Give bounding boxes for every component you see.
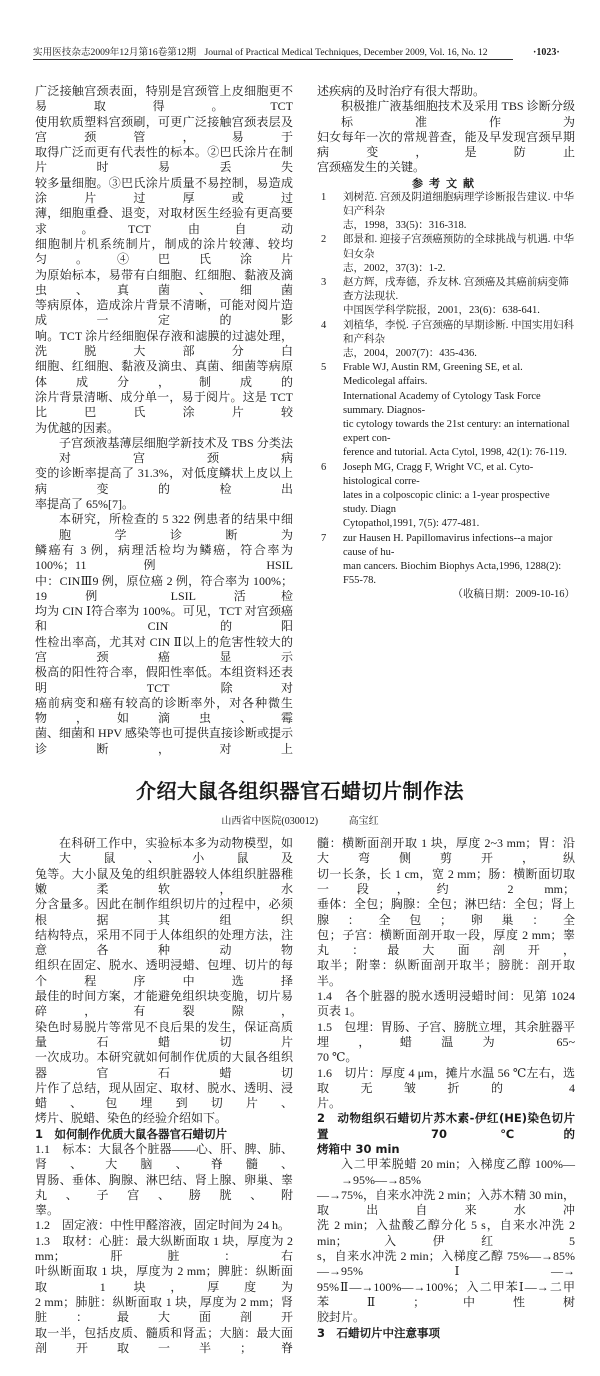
section-heading	[317, 1111, 575, 1157]
text-line: 涂片背景清晰、成分单一，易于阅片。这是 TCT 比巴氏涂片较	[35, 389, 293, 420]
text-line: 妇女每年一次的常规普查，能及早发现宫颈早期病变，是防止	[317, 129, 575, 160]
text-line: 1.5 包埋：胃肠、子宫、膀胱立埋，其余脏器平埋，蜡温为 65~	[317, 1019, 575, 1049]
reference-text-line: International Academy of Cytology Task Force summary. Diagnos-	[343, 390, 541, 416]
text-line: 癌前病变和癌有较高的诊断率外，对各种微生物，如滴虫、霉	[35, 695, 293, 726]
paragraph	[35, 836, 293, 1127]
paragraph	[317, 836, 575, 989]
paragraph	[35, 512, 293, 757]
journal-title-cn: 实用医技杂志2009年12月第16卷第12期	[33, 47, 197, 58]
text-line: 烤箱中 30 min	[317, 1142, 400, 1156]
text-line: 细胞制片机系统制片，制成的涂片较薄、较均匀。④巴氏涂片	[35, 236, 293, 267]
text-line: 片作了总结，现从固定、取材、脱水、透明、浸蜡、包埋到切片、	[35, 1080, 293, 1111]
article-right-column	[317, 836, 575, 1356]
reference-text-line: Frable WJ, Austin RM, Greening SE, et al. Medicolegal affairs.	[343, 362, 523, 388]
paragraph	[35, 1142, 293, 1218]
text-line: 述疾病的及时治疗有很大帮助。	[317, 84, 486, 98]
reference-text-line: 刘植华，李悦. 子宫颈癌的早期诊断. 中国实用妇科和产科杂	[343, 319, 574, 345]
reference-text-line: 志，2002，37(3)：1-2.	[343, 262, 446, 274]
text-line: 染色时易脱片等常见不良后果的发生，保证高质量石蜡切片	[35, 1019, 293, 1049]
author: 高宝红	[348, 816, 379, 828]
text-line: 95%Ⅱ—→100%—→100%；入二甲苯Ⅰ—→二甲苯Ⅱ；中性树	[317, 1279, 575, 1309]
text-line: s，自来水冲洗 2 min；入梯度乙醇 75%—→85%—→95%Ⅰ—→	[317, 1249, 575, 1279]
running-header	[33, 47, 513, 60]
text-line: 最佳的时间方案，才能避免组织块变脆，切片易碎，有裂隙，	[35, 989, 293, 1019]
previous-article-right-column	[317, 84, 575, 757]
paragraph	[35, 436, 293, 512]
text-line: 取一半，包括皮质、髓质和肾盂；大脑：最大面剖开取一半；脊	[35, 1325, 293, 1355]
text-line: 本研究，所检查的 5 322 例患者的结果中细胞学诊断为	[59, 512, 293, 542]
paragraph	[317, 989, 575, 1020]
reference-number: 2	[321, 234, 327, 246]
text-line: 率提高了 65%[7]。	[35, 497, 134, 512]
reference-number: 5	[321, 362, 327, 374]
text-line: 胶封片。	[317, 1310, 366, 1325]
reference-text-line: zur Hausen H. Papillomavirus infections--a major cause of hu-	[343, 532, 553, 558]
text-line: 细胞、红细胞、黏液及滴虫、真菌、细菌等病原体成分，制成的	[35, 359, 293, 389]
text-line: 胃肠、垂体、胸腺、淋巴结、肾上腺、卵巢、睾丸、子宫、膀胱、附	[35, 1172, 293, 1202]
paragraph	[35, 1218, 293, 1233]
text-line: 中：CINⅢ9 例，原位癌 2 例，符合率为 100%；19 例 LSIL 活检	[35, 573, 293, 603]
text-line: 1.4 各个脏器的脱水透明浸蜡时间：见第 1024 页表 1。	[317, 989, 575, 1019]
text-line: 1.1 标本：大鼠各个脏器——心、肝、脾、肺、肾、大脑、脊髓、	[35, 1142, 293, 1172]
paragraph	[317, 84, 575, 99]
received-date: （收稿日期：2009-10-16）	[452, 589, 575, 601]
text-line: 响。TCT 涂片经细胞保存液和滤膜的过滤处理，洗脱大部分白	[35, 328, 293, 359]
reference-number: 1	[321, 191, 327, 203]
reference-text-line: Cytopathol,1991, 7(5): 477-481.	[343, 518, 480, 530]
paragraph	[317, 1157, 575, 1325]
text-line: 为优越的因素。	[35, 420, 120, 435]
section-heading	[35, 1127, 293, 1142]
references-list	[317, 191, 575, 603]
text-line: 较多量细胞。③巴氏涂片质量不易控制，易造成涂片过厚或过	[35, 175, 293, 206]
text-line: 菌、细菌和 HPV 感染等也可提供直接诊断或提示诊断，对上	[35, 726, 293, 756]
paragraph	[317, 1020, 575, 1066]
previous-article-left-column	[35, 84, 293, 757]
text-line: 1.3 取材：心脏：最大纵断面取 1 块，厚度为 2 mm；肝脏：右	[35, 1233, 293, 1264]
reference-item	[317, 361, 575, 460]
text-line: 叶纵断面取 1 块，厚度为 2 mm；脾脏：纵断面取 1 块，厚度为	[35, 1264, 293, 1294]
reference-number: 3	[321, 277, 327, 288]
reference-number: 4	[321, 319, 327, 331]
paragraph	[35, 84, 293, 436]
text-line: 2 动物组织石蜡切片苏木素-伊红(HE)染色切片置 70 ℃的	[317, 1111, 575, 1141]
text-line: 为原始标本，易带有白细胞、红细胞、黏液及滴虫、真菌、细菌	[35, 267, 293, 297]
reference-item	[317, 276, 575, 319]
article-left-column	[35, 836, 293, 1356]
reference-text-line: ference and tutorial. Acta Cytol, 1998, 42(1): 76-119.	[343, 447, 567, 459]
text-line: 入二甲苯脱蜡 20 min；入梯度乙醇 100%—→95%—→85%	[341, 1157, 575, 1187]
byline	[0, 805, 600, 828]
text-line: 烤片、脱蜡、染色的经验介绍如下。	[35, 1111, 228, 1126]
reference-item	[317, 191, 575, 234]
text-line: 在科研工作中，实验标本多为动物模型，如大鼠、小鼠及	[59, 836, 293, 866]
text-line: 性检出率高，尤其对 CIN Ⅱ以上的危害性较大的宫颈癌显示	[35, 634, 293, 664]
text-line: 片。	[317, 1096, 342, 1111]
text-line: 组织在固定、脱水、透明浸蜡、包埋、切片的每个程序中选择	[35, 958, 293, 988]
affiliation: 山西省中医院(030012)	[221, 816, 319, 828]
reference-item	[317, 532, 575, 589]
text-line: 极高的阳性符合率，假阳性率低。本组资料还表明 TCT 除对	[35, 665, 293, 695]
text-line: 变的诊断率提高了 31.3%，对低度鳞状上皮以上病变的检出	[35, 466, 293, 496]
text-line: 1.6 切片：厚度 4 μm，摊片水温 56 ℃左右，选取无皱折的 4	[317, 1065, 575, 1095]
reference-text-line: 刘树范. 宫颈及阴道细胞病理学诊断报告建议. 中华妇产科杂	[343, 191, 574, 217]
text-line: 包；子宫：横断面剖开取一段，厚度 2 mm；睾丸：最大面剖开，	[317, 927, 575, 958]
page-number: ·1023·	[533, 47, 560, 58]
paragraph	[317, 1066, 575, 1112]
text-line: 子宫颈液基薄层细胞学新技术及 TBS 分类法对宫颈病	[59, 435, 293, 466]
text-line: 一次成功。本研究就如何制作优质的大鼠各组织器官石蜡切	[35, 1050, 293, 1080]
reference-text-line: 中国医学科学院报，2001，23(6)：638-641.	[343, 305, 540, 317]
reference-item	[317, 319, 575, 362]
reference-text-line: Joseph MG, Cragg F, Wright VC, et al. Cyto-histological corre-	[343, 461, 534, 487]
text-line: 鳞癌有 3 例，病理活检均为鳞癌，符合率为 100%；11 例 HSIL	[35, 542, 293, 573]
reference-text-line: 郎景和. 迎接子宫颈癌预防的全球挑战与机遇. 中华妇女杂	[343, 234, 574, 260]
references-heading: 参考文献	[412, 176, 480, 190]
paragraph	[317, 99, 575, 175]
text-line: 结构特点，采用不同于人体组织的处理方法，注意各种动物	[35, 927, 293, 958]
reference-number: 6	[321, 461, 327, 473]
text-line: 70 ℃。	[317, 1050, 358, 1065]
text-line: 取得广泛而更有代表性的标本。②巴氏涂片在制片时易丢失	[35, 145, 293, 175]
article-body	[0, 828, 576, 1376]
text-line: 洗 2 min；入盐酸乙醇分化 5 s，自来水冲洗 2 min；入伊红 5	[317, 1218, 575, 1248]
reference-text-line: lates in a colposcopic clinic: a 1-year prospective study. Diagn	[343, 490, 550, 516]
text-line: 广泛接触宫颈表面，特别是宫颈管上皮细胞更不易取得。TCT	[35, 84, 293, 114]
reference-number: 7	[321, 532, 327, 544]
text-line: 使用软质塑料宫颈刷，可更广泛接触宫颈表层及宫颈管，易于	[35, 114, 293, 144]
text-line: 髓：横断面剖开取 1 块，厚度 2~3 mm；胃：沿大弯侧剪开，纵	[317, 836, 575, 866]
section-heading	[317, 1326, 575, 1341]
text-line: 均为 CIN Ⅰ符合率为 100%。可见，TCT 对宫颈癌和 CIN 的阳	[35, 604, 293, 634]
closing-paragraphs	[317, 84, 575, 176]
text-line: 垂体：全包；胸腺：全包；淋巴结：全包；肾上腺：全包；卵巢：全	[317, 897, 575, 927]
text-line: 兔等。大小鼠及兔的组织脏器较人体组织脏器稚嫩柔软，水	[35, 866, 293, 896]
paragraph	[35, 1234, 293, 1356]
text-line: 取半；附睾：纵断面剖开取半；膀胱：剖开取半。	[317, 958, 575, 988]
reference-item	[317, 233, 575, 276]
text-line: 等病原体，造成涂片背景不清晰，可能对阅片造成一定的影	[35, 298, 293, 328]
reference-text-line: 志，2004，2007(7)：435-436.	[343, 348, 477, 360]
text-line: —→75%，自来水冲洗 2 min；入苏木精 30 min，取出自来水冲	[317, 1187, 575, 1218]
text-line: 3 石蜡切片中注意事项	[317, 1325, 441, 1340]
text-line: 分含量多。因此在制作组织切片的过程中，必须根据其组织	[35, 897, 293, 927]
text-line: 积极推广液基细胞技术及采用 TBS 诊断分级标准作为	[341, 99, 575, 129]
text-line: 2 mm；肺脏：纵断面取 1 块，厚度为 2 mm；肾脏：最大面剖开	[35, 1294, 293, 1325]
reference-text-line: tic cytology towards the 21st century: an international expert con-	[343, 419, 570, 445]
text-line: 睾。	[35, 1203, 60, 1218]
reference-text-line: man cancers. Biochim Biophys Acta,1996, 1288(2): F55-78.	[343, 561, 562, 587]
journal-title-en: Journal of Practical Medical Techniques, December 2009, Vol. 16, No. 12	[204, 47, 488, 58]
article-title: 介绍大鼠各组织器官石蜡切片制作法	[136, 781, 464, 804]
text-line: 1.2 固定液：中性甲醛溶液，固定时间为 24 h。	[35, 1218, 291, 1233]
text-line: 宫颈癌发生的关键。	[317, 160, 426, 175]
text-line: 1 如何制作优质大鼠各器官石蜡切片	[35, 1126, 227, 1141]
text-line: 薄，细胞重叠、退变，对取材医生经验有更高要求。TCT 由自动	[35, 206, 293, 236]
reference-text-line: 志，1998，33(5)：316-318.	[343, 220, 467, 232]
reference-item	[317, 461, 575, 532]
text-line: 切一长条，长 1 cm，宽 2 mm；肠：横断面切取一段，约 2 mm；	[317, 866, 575, 896]
reference-text-line: 赵方辉，戌寿德，乔友林. 宫颈癌及其癌前病变筛查方法现状.	[343, 277, 569, 303]
